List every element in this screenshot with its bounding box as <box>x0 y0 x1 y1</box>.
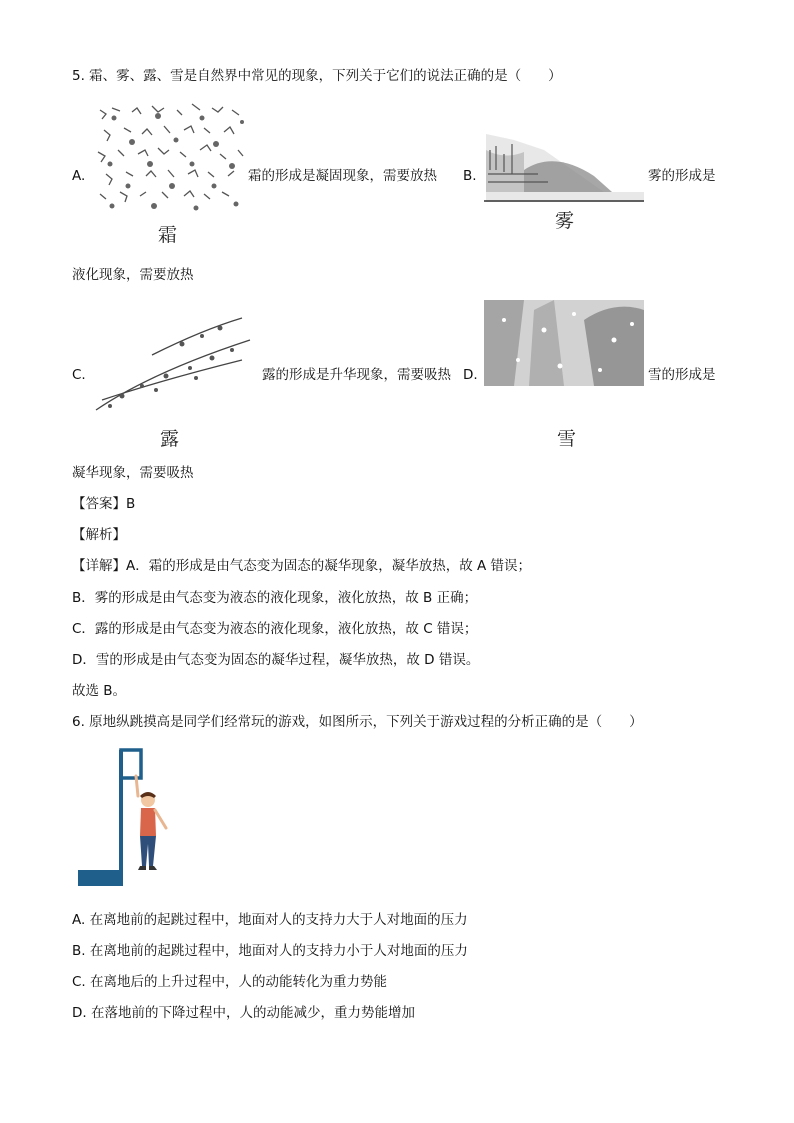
q5-conclusion: 故选 B。 <box>72 683 127 699</box>
dew-image <box>92 310 252 420</box>
fog-caption: 雾 <box>555 210 575 232</box>
touch-target <box>121 750 141 778</box>
q5-detail-b: B．雾的形成是由气态变为液态的液化现象，液化放热，故 B 正确； <box>72 590 478 606</box>
q5-option-b-label: B. <box>463 168 477 184</box>
q6-option-d: D. 在落地前的下降过程中，人的动能减少，重力势能增加 <box>72 1005 415 1021</box>
q5-detail-d: D．雪的形成是由气态变为固态的凝华过程，凝华放热，故 D 错误。 <box>72 652 480 668</box>
q5-option-d-label: D. <box>463 367 478 383</box>
q5-option-d-text: 雪的形成是 <box>648 367 716 383</box>
q6-option-a: A. 在离地前的起跳过程中，地面对人的支持力大于人对地面的压力 <box>72 912 468 928</box>
q5-option-b-text: 雾的形成是 <box>648 168 716 184</box>
q6-stem: 6. 原地纵跳摸高是同学们经常玩的游戏，如图所示，下列关于游戏过程的分析正确的是（ ） <box>72 714 643 730</box>
q6-option-b: B. 在离地前的起跳过程中，地面对人的支持力小于人对地面的压力 <box>72 943 468 959</box>
q5-stem: 5. 霜、雾、露、雪是自然界中常见的现象，下列关于它们的说法正确的是（ ） <box>72 68 562 84</box>
q5-option-a-label: A. <box>72 168 86 184</box>
q6-option-c: C. 在离地后的上升过程中，人的动能转化为重力势能 <box>72 974 388 990</box>
snow-image <box>484 300 644 386</box>
q5-detail-a: 【详解】A．霜的形成是由气态变为固态的凝华现象，凝华放热，故 A 错误； <box>72 558 532 574</box>
pants <box>140 836 156 866</box>
q5-option-d-continued: 凝华现象，需要吸热 <box>72 465 194 481</box>
frost-image <box>92 100 252 220</box>
q5-option-c-label: C. <box>72 367 86 383</box>
raised-arm <box>136 776 138 796</box>
pole-base <box>78 870 123 886</box>
q5-analysis-title: 【解析】 <box>72 527 126 543</box>
fog-image <box>484 130 644 202</box>
snow-caption: 雪 <box>557 428 577 450</box>
q5-detail-c: C．露的形成是由气态变为液态的液化现象，液化放热，故 C 错误； <box>72 621 478 637</box>
q5-option-a-text: 霜的形成是凝固现象，需要放热 <box>248 168 437 184</box>
shirt <box>140 808 156 836</box>
dew-caption: 露 <box>160 428 180 450</box>
q5-option-b-continued: 液化现象，需要放热 <box>72 267 194 283</box>
jump-touch-illustration <box>78 740 188 890</box>
frost-caption: 霜 <box>158 224 178 246</box>
q5-option-c-text: 露的形成是升华现象，需要吸热 <box>262 367 451 383</box>
q5-answer: 【答案】B <box>72 496 136 512</box>
